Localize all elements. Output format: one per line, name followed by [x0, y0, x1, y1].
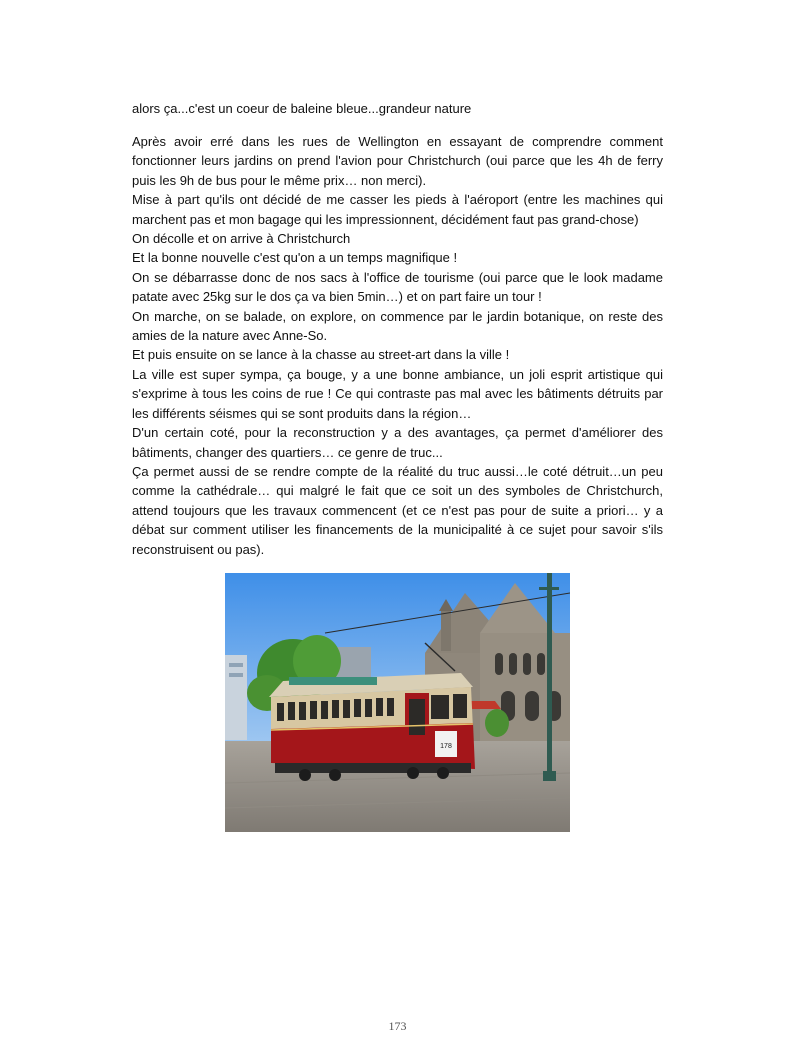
paragraph: D'un certain coté, pour la reconstruction y a des avantages, ça permet d'améliorer des bâtiments, changer des quartiers… ce genre de truc... — [132, 425, 663, 460]
tram-number: 178 — [440, 743, 452, 750]
paragraph: Ça permet aussi de se rendre compte de la réalité du truc aussi…le coté détruit…un peu comme la cathédrale… qui malgré le fait que ce soit un des symboles de Christchurch, attend toujours que les travaux commencent (et ce n'est pas pour de suite a priori… y a débat sur comment utiliser les financements de la municipalité à ce sujet pour savoir s'ils reconstruisent ou pas). — [132, 463, 663, 557]
tram-photo — [225, 573, 570, 832]
paragraph: Mise à part qu'ils ont décidé de me casser les pieds à l'aéroport (entre les machines qui marchent pas et mon bagage qui les impressionnent, décidément faut pas grand-chose) — [132, 192, 663, 227]
body-text — [132, 132, 663, 559]
intro-line: alors ça...c'est un coeur de baleine bleue...grandeur nature — [132, 101, 472, 116]
page-number: 173 — [388, 1019, 407, 1033]
paragraph: On se débarrasse donc de nos sacs à l'office de tourisme (oui parce que le look madame patate avec 25kg sur le dos ça va bien 5min…) et on part faire un tour ! — [132, 269, 663, 305]
paragraph: On décolle et on arrive à Christchurch — [132, 231, 351, 247]
paragraph: Et puis ensuite on se lance à la chasse au street-art dans la ville ! — [132, 347, 510, 363]
paragraph: La ville est super sympa, ça bouge, y a une bonne ambiance, un joli esprit artistique qui s'exprime à tous les coins de rue ! Ce qui contraste pas mal avec les bâtiments détruits par les différents séismes qui se sont produits dans la région… — [132, 366, 663, 421]
paragraph: Après avoir erré dans les rues de Wellington en essayant de comprendre comment fonctionner leurs jardins on prend l'avion pour Christchurch (oui parce que les 4h de ferry puis les 9h de bus pour le même prix… non merci). — [132, 134, 663, 188]
paragraph: On marche, on se balade, on explore, on commence par le jardin botanique, on reste des amies de la nature avec Anne-So. — [132, 308, 663, 344]
paragraph: Et la bonne nouvelle c'est qu'on a un temps magnifique ! — [132, 250, 458, 266]
